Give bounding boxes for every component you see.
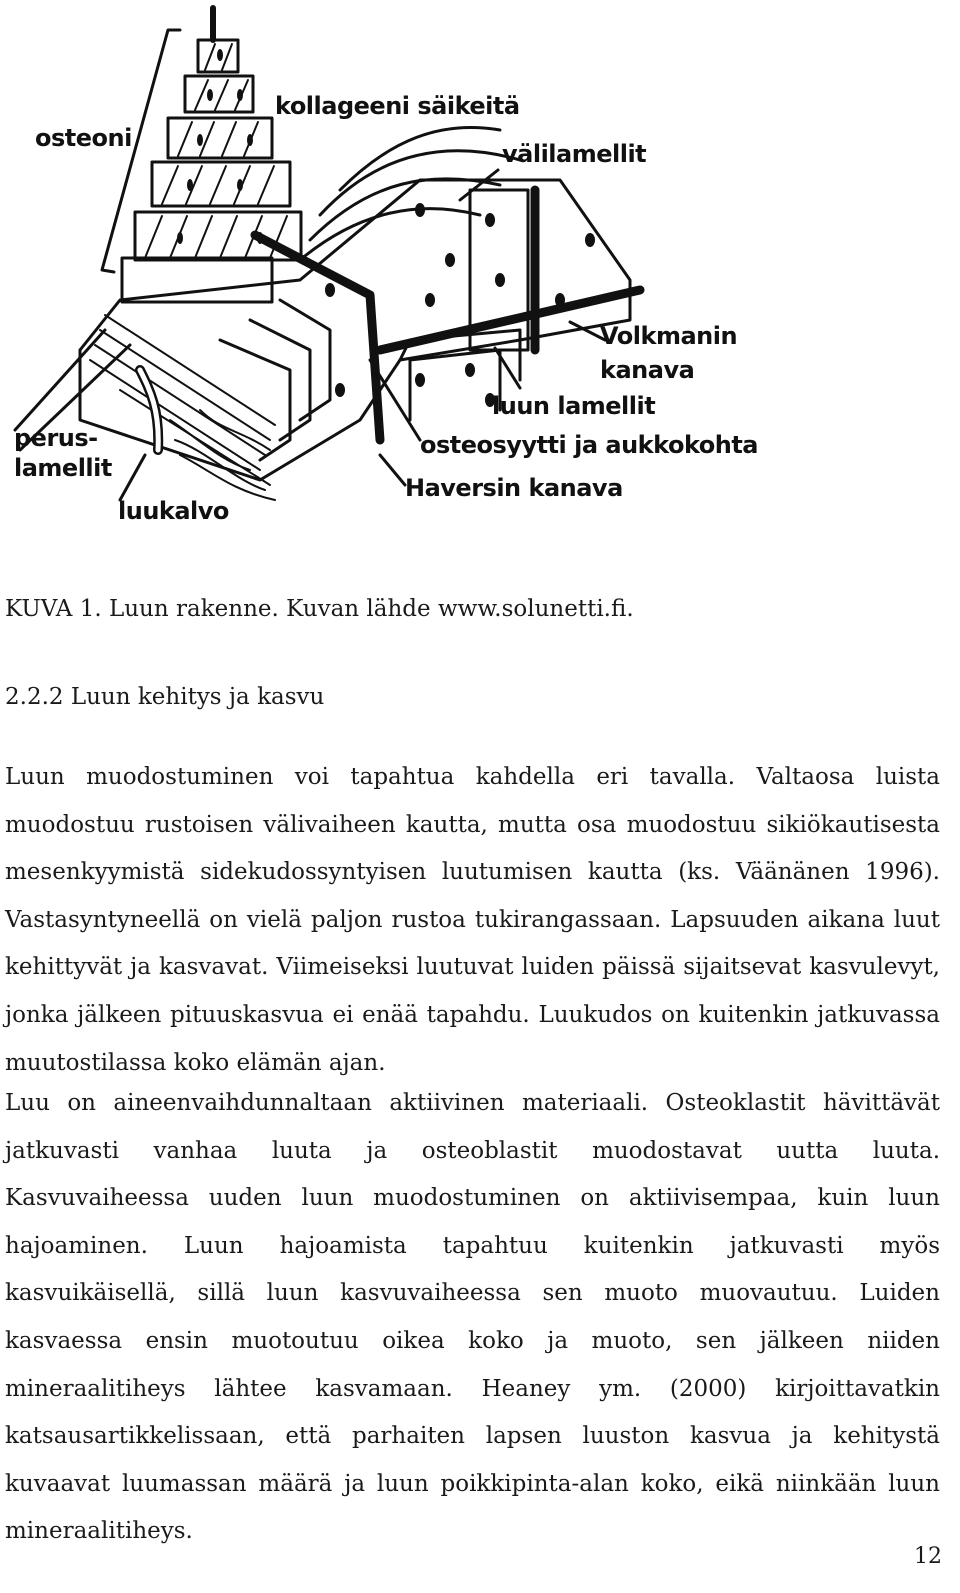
label-haversin: Haversin kanava <box>405 474 623 502</box>
label-kanava: kanava <box>600 356 695 384</box>
paragraph-1: Luun muodostuminen voi tapahtua kahdella eri tavalla. Valtaosa luista muodostuu rustoisen välivaiheen kautta, mutta osa muodostuu sikiökautisesta mesenkyymistä sidekudossyntyisen luutumisen kautta (ks. Väänänen 1996). Vastasyntyneellä on vielä paljon rustoa tukirangassaan. Lapsuuden aikana luut kehittyvät ja kasvavat. Viimeiseksi luutuvat luiden päissä sijaitsevat kasvulevyt, jonka jälkeen pituuskasvua ei enää tapahdu. Luukudos on kuitenkin jatkuvassa muutostilassa koko elämän ajan. <box>5 764 940 1076</box>
section-heading: 2.2.2 Luun kehitys ja kasvu <box>5 684 325 710</box>
label-luukalvo: luukalvo <box>118 497 229 525</box>
label-luun-lamellit: luun lamellit <box>492 392 656 420</box>
label-perus: perus- <box>14 424 98 452</box>
figure-caption: KUVA 1. Luun rakenne. Kuvan lähde www.solunetti.fi. <box>5 596 634 622</box>
label-volkmanin: Volkmanin <box>600 322 738 350</box>
label-lamellit: lamellit <box>14 454 112 482</box>
bone-structure-drawing <box>0 0 780 540</box>
bone-structure-figure <box>0 0 780 540</box>
label-osteosyytti: osteosyytti ja aukkokohta <box>420 431 758 459</box>
page-number: 12 <box>914 1544 942 1569</box>
label-valilamellit: välilamellit <box>502 140 647 168</box>
label-osteoni: osteoni <box>35 124 132 152</box>
paragraph-2: Luu on aineenvaihdunnaltaan aktiivinen materiaali. Osteoklastit hävittävät jatkuvasti vanhaa luuta ja osteoblastit muodostavat uutta luuta. Kasvuvaiheessa uuden luun muodostuminen on aktiivisempaa, kuin luun hajoaminen. Luun hajoamista tapahtuu kuitenkin jatkuvasti myös kasvuikäisellä, sillä luun kasvuvaiheessa sen muoto muovautuu. Luiden kasvaessa ensin muotoutuu oikea koko ja muoto, sen jälkeen niiden mineraalitiheys lähtee kasvamaan. Heaney ym. (2000) kirjoittavatkin katsausartikkelissaan, että parhaiten lapsen luuston kasvua ja kehitystä kuvaavat luumassan määrä ja luun poikkipinta-alan koko, eikä niinkään luun mineraalitiheys. <box>5 1090 940 1545</box>
label-kollageeni: kollageeni säikeitä <box>275 92 520 120</box>
